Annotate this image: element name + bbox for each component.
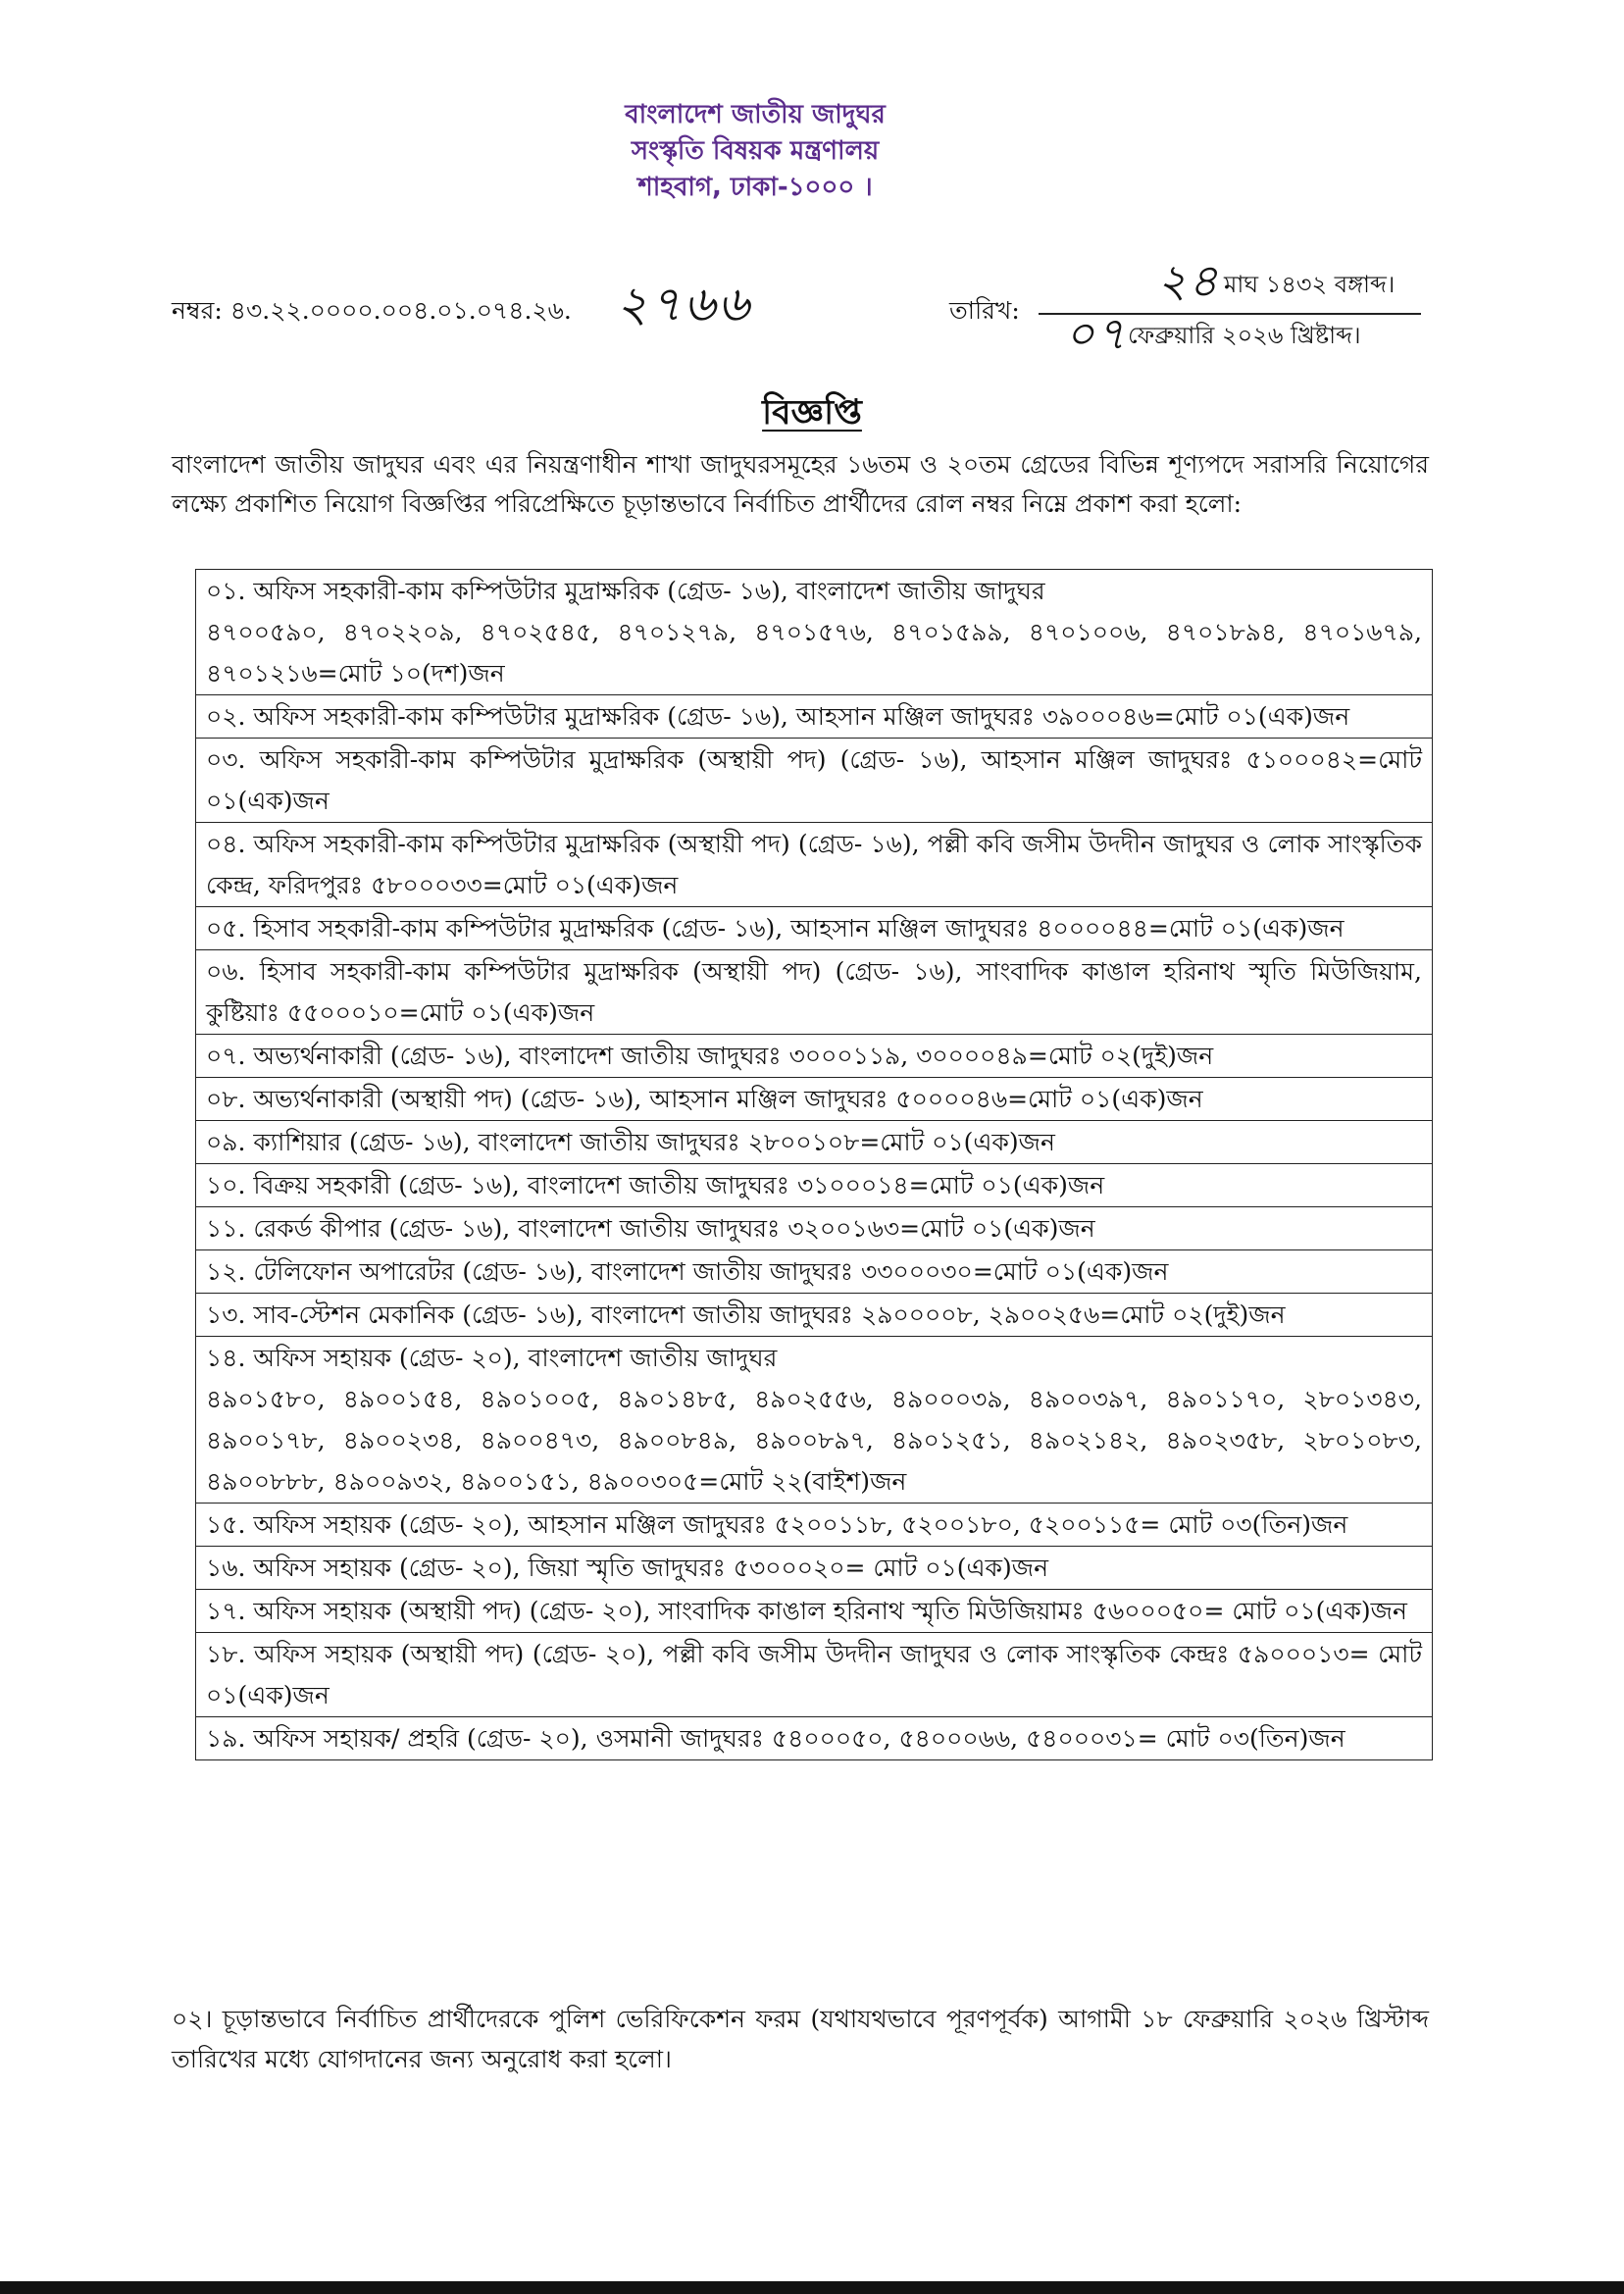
post-heading: ১৬. অফিস সহায়ক (গ্রেড- ২০), জিয়া স্মৃতি জাদুঘরঃ	[206, 1554, 726, 1582]
post-cell	[196, 1717, 1433, 1760]
table-row	[196, 1294, 1433, 1337]
post-heading: ১৩. সাব-স্টেশন মেকানিক (গ্রেড- ১৬), বাংলাদেশ জাতীয় জাদুঘরঃ	[206, 1300, 854, 1329]
post-heading: ০৫. হিসাব সহকারী-কাম কম্পিউটার মুদ্রাক্ষরিক (গ্রেড- ১৬), আহসান মঞ্জিল জাদুঘরঃ	[206, 914, 1030, 943]
post-cell	[196, 570, 1433, 695]
roll-numbers: ৩৯০০০৪৬=মোট ০১(এক)জন	[1041, 702, 1350, 731]
roll-numbers: ৫৫০০০১০=মোট ০১(এক)জন	[286, 998, 595, 1027]
post-heading: ০৮. অভ্যর্থনাকারী (অস্থায়ী পদ) (গ্রেড- ১৬), আহসান মঞ্জিল জাদুঘরঃ	[206, 1085, 888, 1113]
post-heading: ১৪. অফিস সহায়ক (গ্রেড- ২০), বাংলাদেশ জাতীয় জাদুঘর	[206, 1344, 778, 1372]
post-cell	[196, 739, 1433, 823]
roll-numbers: ৫৩০০০২০= মোট ০১(এক)জন	[733, 1554, 1049, 1582]
post-heading: ১৮. অফিস সহায়ক (অস্থায়ী পদ) (গ্রেড- ২০), পল্লী কবি জসীম উদদীন জাদুঘর ও লোক সাংস্কৃতিক কেন্দ্রঃ	[206, 1640, 1230, 1668]
roll-numbers: ৫২০০১১৮, ৫২০০১৮০, ৫২০০১১৫= মোট ০৩(তিন)জন	[774, 1510, 1348, 1539]
post-heading: ০৯. ক্যাশিয়ার (গ্রেড- ১৬), বাংলাদেশ জাতীয় জাদুঘরঃ	[206, 1128, 740, 1156]
table-row	[196, 1504, 1433, 1547]
post-heading: ০৩. অফিস সহকারী-কাম কম্পিউটার মুদ্রাক্ষরিক (অস্থায়ী পদ) (গ্রেড- ১৬), আহসান মঞ্জিল জাদুঘরঃ	[206, 745, 1233, 774]
post-cell	[196, 1035, 1433, 1078]
roll-numbers: ৩৩০০০৩০=মোট ০১(এক)জন	[861, 1257, 1169, 1286]
roll-numbers: ৫৮০০০৩৩=মোট ০১(এক)জন	[371, 871, 679, 899]
post-heading: ১৭. অফিস সহায়ক (অস্থায়ী পদ) (গ্রেড- ২০), সাংবাদিক কাঙাল হরিনাথ স্মৃতি মিউজিয়ামঃ	[206, 1597, 1085, 1625]
roll-numbers: ৫৪০০০৫০, ৫৪০০০৬৬, ৫৪০০০৩১= মোট ০৩(তিন)জন	[771, 1724, 1345, 1753]
handwritten-greg-day: ০৭	[1065, 307, 1128, 360]
table-row	[196, 695, 1433, 739]
table-row	[196, 907, 1433, 950]
table-row	[196, 1250, 1433, 1294]
roll-numbers: ৫৯০০০১৩= মোট ০১(এক)জন	[206, 1640, 1422, 1709]
post-cell	[196, 1207, 1433, 1250]
post-heading: ১৫. অফিস সহায়ক (গ্রেড- ২০), আহসান মঞ্জিল জাদুঘরঃ	[206, 1510, 767, 1539]
roll-numbers: ৪০০০০৪৪=মোট ০১(এক)জন	[1037, 914, 1345, 943]
memo-number: নম্বর: ৪৩.২২.০০০০.০০৪.০১.০৭৪.২৬.	[172, 296, 572, 325]
post-heading: ০৪. অফিস সহকারী-কাম কম্পিউটার মুদ্রাক্ষরিক (অস্থায়ী পদ) (গ্রেড- ১৬), পল্লী কবি জসীম উদদীন জাদুঘর ও লোক সাংস্কৃতিক কেন্দ্র, ফরিদপুরঃ	[206, 830, 1422, 899]
roll-numbers: ৪৯০১৫৮০, ৪৯০০১৫৪, ৪৯০১০০৫, ৪৯০১৪৮৫, ৪৯০২৫৫৬, ৪৯০০০৩৯, ৪৯০০৩৯৭, ৪৯০১১৭০, ২৮০১৩৪৩, ৪৯০০১৭৮, ৪৯০০২৩৪, ৪৯০০৪৭৩, ৪৯০০৮৪৯, ৪৯০০৮৯৭, ৪৯০১২৫১, ৪৯০২১৪২, ৪৯০২৩৫৮, ২৮০১০৮৩, ৪৯০০৮৮৮, ৪৯০০৯৩২, ৪৯০০১৫১, ৪৯০০৩০৫=মোট ২২(বাইশ)জন	[206, 1385, 1422, 1496]
post-cell	[196, 695, 1433, 739]
post-heading: ১১. রেকর্ড কীপার (গ্রেড- ১৬), বাংলাদেশ জাতীয় জাদুঘরঃ	[206, 1214, 781, 1243]
notice-title-text: বিজ্ঞপ্তি	[762, 392, 862, 433]
intro-paragraph: বাংলাদেশ জাতীয় জাদুঘর এবং এর নিয়ন্ত্রণাধীন শাখা জাদুঘরসমূহের ১৬তম ও ২০তম গ্রেডের বিভিন্ন শূণ্যপদে সরাসরি নিয়োগের লক্ষ্যে প্রকাশিত নিয়োগ বিজ্ঞপ্তির পরিপ্রেক্ষিতে চূড়ান্তভাবে নির্বাচিত প্রার্থীদের রোল নম্বর নিম্নে প্রকাশ করা হলো:	[172, 450, 1429, 518]
closing-paragraph: ০২। চূড়ান্তভাবে নির্বাচিত প্রার্থীদেরকে পুলিশ ভেরিফিকেশন ফরম (যথাযথভাবে পূরণপূর্বক) আগামী ১৮ ফেব্রুয়ারি ২০২৬ খ্রিস্টাব্দ তারিখের মধ্যে যোগদানের জন্য অনুরোধ করা হলো।	[172, 2005, 1429, 2073]
post-cell	[196, 1633, 1433, 1717]
gregorian-date: ফেব্রুয়ারি ২০২৬ খ্রিষ্টাব্দ।	[1128, 322, 1361, 349]
table-row	[196, 1590, 1433, 1633]
table-row	[196, 1717, 1433, 1760]
scan-edge-bar	[0, 2281, 1624, 2294]
post-heading: ১০. বিক্রয় সহকারী (গ্রেড- ১৬), বাংলাদেশ জাতীয় জাদুঘরঃ	[206, 1171, 789, 1199]
table-row	[196, 1078, 1433, 1121]
ministry-name: সংস্কৃতি বিষয়ক মন্ত্রণালয়	[631, 136, 880, 166]
letterhead	[559, 97, 951, 206]
handwritten-bangla-day: ২৪	[1157, 254, 1220, 307]
post-cell	[196, 1590, 1433, 1633]
post-heading: ০২. অফিস সহকারী-কাম কম্পিউটার মুদ্রাক্ষরিক (গ্রেড- ১৬), আহসান মঞ্জিল জাদুঘরঃ	[206, 702, 1035, 731]
post-heading: ০১. অফিস সহকারী-কাম কম্পিউটার মুদ্রাক্ষরিক (গ্রেড- ১৬), বাংলাদেশ জাতীয় জাদুঘর	[206, 577, 1045, 605]
org-address: শাহবাগ, ঢাকা-১০০০ ।	[637, 173, 873, 202]
table-row	[196, 1121, 1433, 1164]
bangla-date: মাঘ ১৪৩২ বঙ্গাব্দ।	[1224, 271, 1396, 298]
post-cell	[196, 1121, 1433, 1164]
table-row	[196, 1035, 1433, 1078]
post-cell	[196, 950, 1433, 1035]
post-cell	[196, 1337, 1433, 1504]
notice-title	[0, 390, 1624, 435]
table-row	[196, 570, 1433, 695]
selected-candidates-table	[195, 569, 1433, 1760]
roll-numbers: ৫৬০০০৫০= মোট ০১(এক)জন	[1091, 1597, 1407, 1625]
roll-numbers: ৩০০০১১৯, ৩০০০০৪৯=মোট ০২(দুই)জন	[788, 1042, 1214, 1070]
table-row	[196, 823, 1433, 907]
post-cell	[196, 1078, 1433, 1121]
post-cell	[196, 1504, 1433, 1547]
post-cell	[196, 1250, 1433, 1294]
roll-numbers: ৩১০০০১৪=মোট ০১(এক)জন	[796, 1171, 1105, 1199]
post-cell	[196, 823, 1433, 907]
handwritten-memo-number: ২৭৬৬	[616, 276, 752, 332]
table-row	[196, 1337, 1433, 1504]
roll-numbers: ৪৭০০৫৯০, ৪৭০২২০৯, ৪৭০২৫৪৫, ৪৭০১২৭৯, ৪৭০১৫৭৬, ৪৭০১৫৯৯, ৪৭০১০০৬, ৪৭০১৮৯৪, ৪৭০১৬৭৯, ৪৭০১২১৬=মোট ১০(দশ)জন	[206, 618, 1422, 688]
roll-numbers: ৫০০০০৪৬=মোট ০১(এক)জন	[895, 1085, 1203, 1113]
post-heading: ০৬. হিসাব সহকারী-কাম কম্পিউটার মুদ্রাক্ষরিক (অস্থায়ী পদ) (গ্রেড- ১৬), সাংবাদিক কাঙাল হরিনাথ স্মৃতি মিউজিয়াম, কুষ্টিয়াঃ	[206, 957, 1422, 1027]
table-row	[196, 739, 1433, 823]
post-cell	[196, 1164, 1433, 1207]
roll-numbers: ৩২০০১৬৩=মোট ০১(এক)জন	[787, 1214, 1095, 1243]
table-row	[196, 1164, 1433, 1207]
table-row	[196, 1633, 1433, 1717]
post-heading: ০৭. অভ্যর্থনাকারী (গ্রেড- ১৬), বাংলাদেশ জাতীয় জাদুঘরঃ	[206, 1042, 782, 1070]
post-heading: ১৯. অফিস সহায়ক/ প্রহরি (গ্রেড- ২০), ওসমানী জাদুঘরঃ	[206, 1724, 764, 1753]
post-cell	[196, 1294, 1433, 1337]
table-row	[196, 950, 1433, 1035]
post-heading: ১২. টেলিফোন অপারেটর (গ্রেড- ১৬), বাংলাদেশ জাতীয় জাদুঘরঃ	[206, 1257, 854, 1286]
org-name: বাংলাদেশ জাতীয় জাদুঘর	[625, 100, 886, 129]
post-cell	[196, 1547, 1433, 1590]
table-row	[196, 1207, 1433, 1250]
roll-numbers: ২৮০০১০৮=মোট ০১(এক)জন	[747, 1128, 1055, 1156]
date-label: তারিখ:	[949, 296, 1020, 325]
roll-numbers: ২৯০০০০৮, ২৯০০২৫৬=মোট ০২(দুই)জন	[860, 1300, 1286, 1329]
post-cell	[196, 907, 1433, 950]
roll-numbers: ৫১০০০৪২=মোট ০১(এক)জন	[206, 745, 1423, 815]
table-row	[196, 1547, 1433, 1590]
